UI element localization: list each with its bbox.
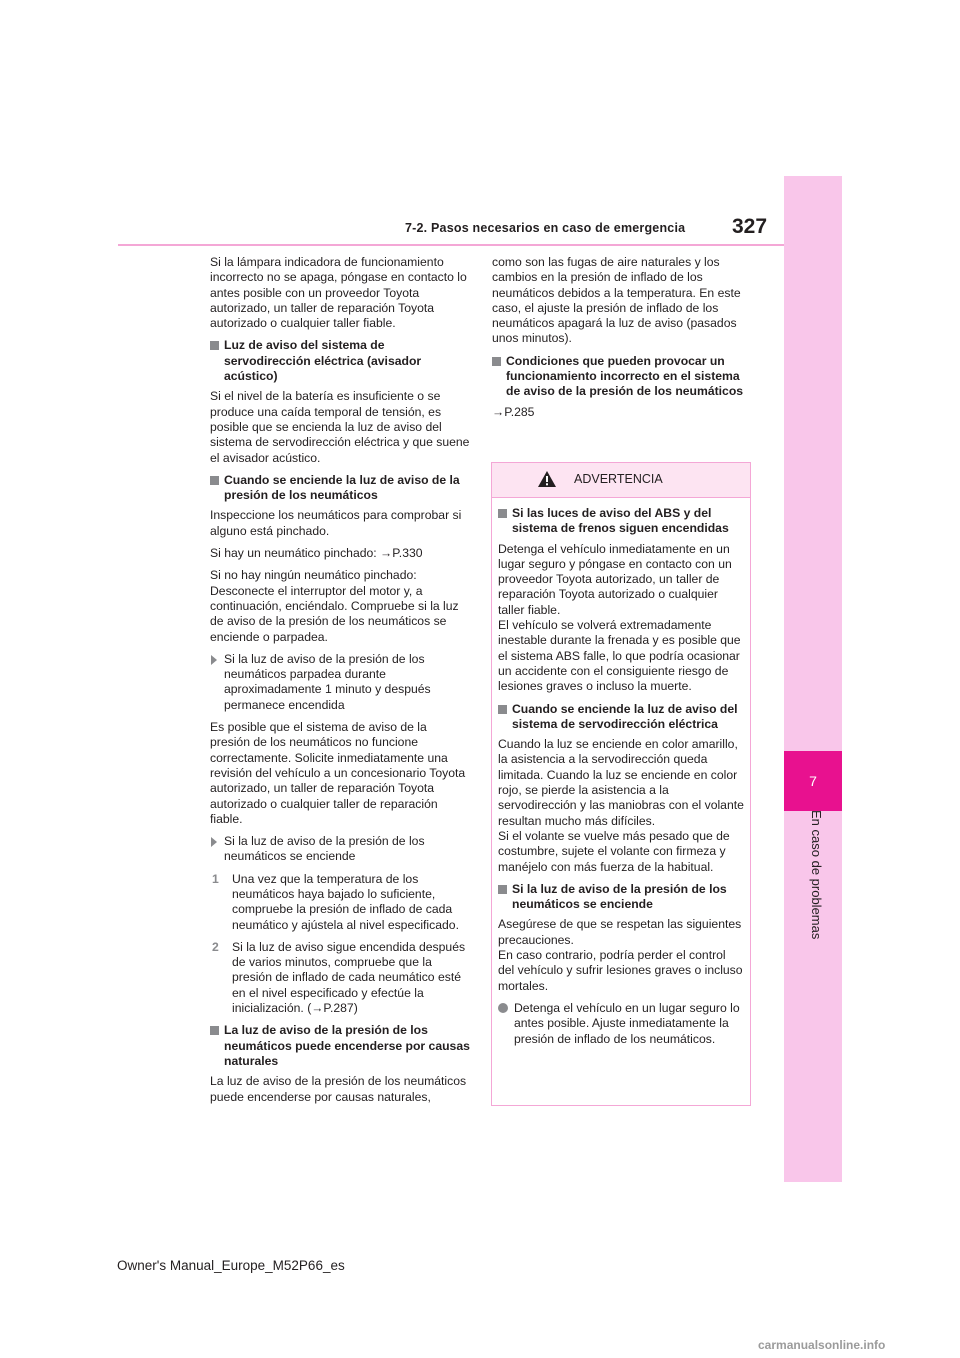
round-bullet-icon bbox=[498, 1003, 508, 1013]
paragraph-line: Asegúrese de que se respetan las siguientes precauciones. bbox=[498, 917, 742, 947]
step-item bbox=[210, 872, 470, 933]
intro-paragraph: Si la lámpara indicadora de funcionamiento incorrecto no se apaga, póngase en contacto lo antes posible con un proveedor Toyota autorizado, un taller de reparación Toyota autorizado o cualquier taller fiable. bbox=[210, 255, 467, 331]
paragraph: Es posible que el sistema de aviso de la presión de los neumáticos no funcione correctamente. Solicite inmediatamente una revisión del vehículo a un concesionario Toyota autorizado, un taller de reparación Toyota autorizado o cualquier taller de reparación fiable. bbox=[210, 720, 466, 826]
paragraph-line: El vehículo se volverá extremadamente inestable durante la frenada y es posible que el sistema ABS falle, lo que podría ocasionar un accidente con el consiguiente riesgo de lesiones graves o incluso la muerte. bbox=[498, 618, 741, 694]
bullet-text: Si la luz de aviso de la presión de los neumáticos parpadea durante aproximadamente 1 minuto y después permanece encendida bbox=[224, 651, 431, 712]
subheading-text: Si las luces de aviso del ABS y del sistema de frenos siguen encendidas bbox=[512, 506, 729, 536]
page-number: 327 bbox=[732, 215, 768, 238]
warning-body bbox=[492, 498, 750, 1047]
step-text: Si la luz de aviso sigue encendida después de varios minutos, compruebe que la presión de inflado de cada neumático esté en el nivel especificado y efectúe la inicialización. (→P.287) bbox=[232, 939, 466, 1016]
subheading-text: La luz de aviso de la presión de los neumáticos puede encenderse por causas naturales bbox=[224, 1023, 470, 1068]
step-text: Una vez que la temperatura de los neumáticos haya bajado lo suficiente, compruebe la presión de inflado de cada neumático y ajústela al nivel especificado. bbox=[232, 871, 459, 932]
paragraph: Inspeccione los neumáticos para comprobar si alguno está pinchado. bbox=[210, 508, 462, 538]
subheading bbox=[492, 354, 750, 400]
chapter-number-tab: 7 bbox=[784, 751, 842, 811]
subheading-text: Condiciones que pueden provocar un funcionamiento incorrecto en el sistema de aviso de la presión de los neumáticos bbox=[506, 353, 744, 399]
subheading bbox=[498, 882, 744, 913]
subheading bbox=[210, 473, 470, 504]
warning-box bbox=[491, 462, 751, 1106]
page-reference: →P.285 bbox=[492, 404, 535, 419]
paragraph bbox=[498, 737, 744, 875]
warning-title: ADVERTENCIA bbox=[574, 472, 663, 486]
subheading-text: Cuando se enciende la luz de aviso de la presión de los neumáticos bbox=[224, 472, 460, 503]
paragraph: Si el nivel de la batería es insuficiente o se produce una caída temporal de tensión, es posible que se encienda la luz de aviso del sistema de servodirección eléctrica y que suene el avisador acústico. bbox=[210, 389, 470, 465]
step-item bbox=[210, 940, 470, 1016]
right-column bbox=[492, 255, 750, 427]
subheading-text: Cuando se enciende la luz de aviso del sistema de servodirección eléctrica bbox=[512, 701, 738, 731]
bullet-text: Si la luz de aviso de la presión de los neumáticos se enciende bbox=[224, 834, 425, 864]
subheading bbox=[210, 338, 470, 384]
subheading bbox=[498, 506, 744, 537]
paragraph-line: Si el volante se vuelve más pesado que de costumbre, sujete el volante con firmeza y manéjelo con más fuerza de la habitual. bbox=[498, 828, 730, 874]
paragraph-line: En caso contrario, podría perder el control del vehículo y sufrir lesiones graves o incluso mortales. bbox=[498, 948, 743, 993]
square-bullet-icon bbox=[210, 341, 219, 350]
subheading-text: Si la luz de aviso de la presión de los neumáticos se enciende bbox=[512, 881, 727, 912]
bullet-text: Detenga el vehículo en un lugar seguro lo antes posible. Ajuste inmediatamente la presión de inflado de los neumáticos. bbox=[514, 1000, 740, 1046]
subheading bbox=[498, 702, 744, 733]
paragraph-line: Detenga el vehículo inmediatamente en un lugar seguro y póngase en contacto con un proveedor Toyota autorizado, un taller de reparación Toyota autorizado o cualquier taller fiable. bbox=[498, 541, 732, 617]
round-bullet-item bbox=[498, 1001, 744, 1047]
paragraph: como son las fugas de aire naturales y los cambios en la presión de inflado de los neumáticos debidos a la temperatura. En este caso, el ajuste la presión de inflado de los neumáticos apagará la luz de aviso (pasados unos minutos). bbox=[492, 255, 741, 346]
square-bullet-icon bbox=[210, 1026, 219, 1035]
paragraph-line: Cuando la luz se enciende en color amarillo, la asistencia a la servodirección queda limitada. Cuando la luz se enciende en color rojo, se pierde la asistencia a la servodirección y las maniobras con el volante resultan mucho más difíciles. bbox=[498, 737, 744, 828]
paragraph: Si no hay ningún neumático pinchado: Desconecte el interruptor del motor y, a continuación, enciéndalo. Compruebe si la luz de aviso de la presión de los neumáticos se enciende o parpadea. bbox=[210, 568, 459, 644]
header-rule bbox=[118, 244, 784, 246]
left-column bbox=[210, 255, 470, 1112]
paragraph bbox=[498, 917, 744, 993]
square-bullet-icon bbox=[498, 885, 507, 894]
subheading-text: Luz de aviso del sistema de servodirección eléctrica (avisador acústico) bbox=[224, 338, 422, 384]
paragraph: La luz de aviso de la presión de los neumáticos puede encenderse por causas naturales, bbox=[210, 1074, 467, 1104]
section-title: 7-2. Pasos necesarios en caso de emergencia bbox=[405, 221, 686, 235]
step-number: 2 bbox=[212, 939, 219, 954]
watermark: carmanualsonline.info bbox=[758, 1338, 886, 1352]
warning-triangle-icon bbox=[538, 471, 556, 487]
triangle-bullet-icon bbox=[211, 655, 217, 665]
square-bullet-icon bbox=[210, 476, 219, 485]
triangle-bullet-icon bbox=[211, 837, 217, 847]
paragraph bbox=[498, 542, 744, 695]
square-bullet-icon bbox=[498, 705, 507, 714]
page-reference: Si hay un neumático pinchado: →P.330 bbox=[210, 546, 423, 561]
triangle-bullet-item bbox=[210, 834, 470, 865]
square-bullet-icon bbox=[498, 509, 507, 518]
square-bullet-icon bbox=[492, 357, 501, 366]
side-tab bbox=[784, 176, 842, 1182]
triangle-bullet-item bbox=[210, 652, 470, 713]
subheading bbox=[210, 1023, 470, 1069]
warning-header bbox=[492, 463, 750, 498]
footer-manual-id: Owner's Manual_Europe_M52P66_es bbox=[117, 1258, 345, 1273]
chapter-title-tab: En caso de problemas bbox=[809, 810, 824, 940]
step-number: 1 bbox=[212, 871, 219, 886]
